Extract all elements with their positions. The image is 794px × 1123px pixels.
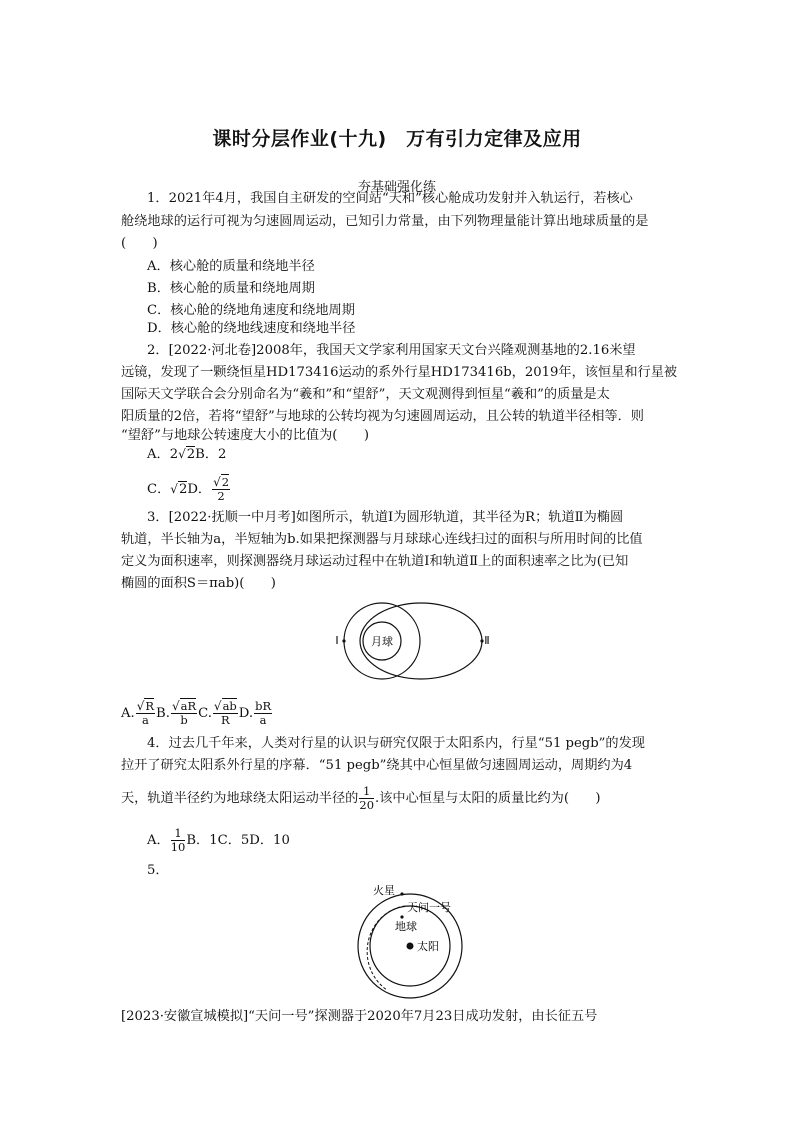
- q3-option-a: A.: [121, 706, 135, 721]
- q3-orbit-figure: [325, 597, 500, 687]
- q2-option-c-radicand: 2: [178, 482, 188, 497]
- q3-options: [121, 700, 273, 727]
- q4-line-3: 天，轨道半径约为地球绕太阳运动半径的 $\frac{1}{20}$ .该中心恒星与太阳的质量比约为( ): [121, 784, 601, 812]
- orbit-ii-label: Ⅱ: [484, 634, 490, 647]
- q3-option-d-fraction: $\frac{bR}{a}$: [255, 699, 272, 727]
- moon-label: 月球: [371, 635, 393, 648]
- sun-label: 太阳: [417, 940, 439, 953]
- orbit-ii-marker: [480, 639, 483, 642]
- q3-option-d: D.: [238, 706, 254, 721]
- q2-line-4: 阳质量的2倍，若将“望舒”与地球的公转均视为匀速圆周运动，且公转的轨道半径相等．则: [121, 409, 644, 424]
- section-heading: 夯基础强化练: [357, 180, 436, 195]
- q2-option-b: B．2: [195, 447, 227, 462]
- q3-line-3: 定义为面积速率，则探测器绕月球运动过程中在轨道Ⅰ和轨道Ⅱ上的面积速率之比为(已知: [121, 554, 629, 569]
- q2-options-ab: A．2√2B．2: [147, 447, 227, 462]
- q4-fraction: $\frac{1}{20}$: [359, 784, 375, 812]
- q2-option-d-fraction: $\frac{√2}{2}$: [213, 475, 230, 503]
- probe-dot: [400, 892, 403, 895]
- q3-option-a-fraction: $\frac{√R}{a}$: [136, 699, 155, 727]
- q2-line-3: 国际天文学联合会分别命名为“羲和”和“望舒”，天文观测得到恒星“羲和”的质量是太: [121, 387, 610, 402]
- q4-option-a-fraction: $\frac{1}{10}$: [170, 826, 186, 854]
- q2-option-c: C．: [147, 482, 171, 497]
- q1-option-a: A．核心舱的质量和绕地半径: [147, 259, 315, 274]
- q1-line-3: ( ): [121, 236, 158, 251]
- q3-option-c: C.: [198, 706, 212, 721]
- q3-line-2: 轨道，半长轴为a，半短轴为b.如果把探测器与月球球心连线扫过的面积与所用时间的比值: [121, 532, 643, 547]
- q2-option-a: A．2: [147, 447, 179, 462]
- q2-line-5: “望舒”与地球公转速度大小的比值为( ): [121, 428, 369, 443]
- probe-label: 天问一号: [407, 901, 451, 914]
- q1-option-c: C．核心舱的绕地角速度和绕地周期: [147, 303, 355, 318]
- q1-option-d: D．核心舱的绕地线速度和绕地半径: [147, 321, 356, 336]
- q2-option-a-radicand: 2: [186, 447, 196, 462]
- earth-marker: [400, 915, 403, 918]
- page-title: 课时分层作业(十九) 万有引力定律及应用: [212, 128, 582, 150]
- q4-line-1: 4．过去几千年来，人类对行星的认识与研究仅限于太阳系内，行星“51 pegb”的发现: [147, 736, 645, 751]
- q3-line-4: 椭圆的面积S＝πab)( ): [121, 576, 276, 591]
- earth-label: 地球: [395, 920, 417, 933]
- q2-line-2: 远镜，发现了一颗绕恒星HD173416运动的系外行星HD173416b，2019年，该恒星和行星被: [121, 365, 678, 380]
- q4-options-bcd: B．1C．5D．10: [186, 833, 290, 848]
- q3-option-c-fraction: $\frac{√ab}{R}$: [213, 699, 237, 727]
- q2-option-d: D．: [187, 482, 212, 497]
- q4-options: [147, 827, 290, 854]
- q3-option-b: B.: [156, 706, 170, 721]
- q2-line-1: 2．[2022·河北卷]2008年，我国天文学家利用国家天文台兴隆观测基地的2.16米望: [147, 343, 636, 358]
- q5-line-1: [2023·安徽宣城模拟]“天问一号”探测器于2020年7月23日成功发射，由长征五号: [121, 1009, 598, 1024]
- orbit-i-marker: [342, 639, 345, 642]
- q3-option-b-fraction: $\frac{√aR}{b}$: [171, 699, 197, 727]
- q4-line-2: 拉开了研究太阳系外行星的序幕．“51 pegb”绕其中心恒星做匀速圆周运动，周期约为4: [121, 758, 633, 773]
- q3-line-1: 3．[2022·抚顺一中月考]如图所示，轨道Ⅰ为圆形轨道，其半径为R；轨道Ⅱ为椭圆: [147, 510, 624, 525]
- q5-number: 5．: [147, 863, 169, 878]
- q1-line-1: 1．2021年4月，我国自主研发的空间站“天和”核心舱成功发射并入轨运行，若核心: [147, 191, 633, 206]
- q5-orbit-figure: [355, 880, 485, 1000]
- q1-line-2: 舱绕地球的运行可视为匀速圆周运动，已知引力常量，由下列物理量能计算出地球质量的是: [121, 214, 649, 229]
- orbit-i-label: Ⅰ: [335, 634, 339, 647]
- mars-label: 火星: [373, 884, 395, 897]
- q4-option-a: A．: [147, 833, 170, 848]
- q1-option-b: B．核心舱的质量和绕地周期: [147, 281, 315, 296]
- q2-options-cd: C．√2D． $\frac{√2}{2}$: [147, 475, 230, 503]
- sun-dot: [407, 943, 414, 950]
